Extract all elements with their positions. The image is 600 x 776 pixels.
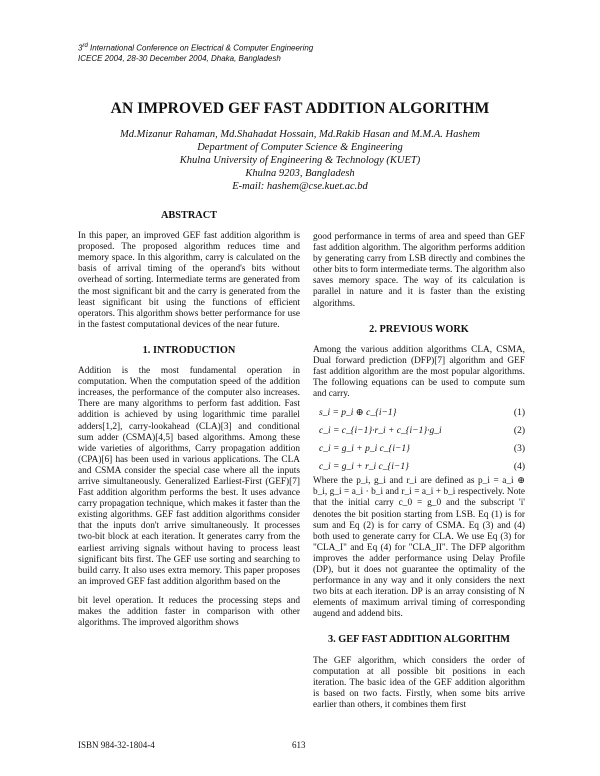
paper-title: AN IMPROVED GEF FAST ADDITION ALGORITHM bbox=[110, 100, 490, 117]
previous-work-heading: 2. PREVIOUS WORK bbox=[369, 323, 469, 335]
gef-heading: 3. GEF FAST ADDITION ALGORITHM bbox=[327, 634, 511, 646]
author-email: E-mail: hashem@cse.kuet.ac.bd bbox=[232, 181, 368, 192]
intro-paragraph-1: Addition is the most fundamental operation in computation. When the computation speed of the addition increases, the performance of the computer also increases. There are many algorithms to perform fast addition. Fast addition is achieved by using logarithmic time parallel adders[1,2], carry-lookahead (CLA)[3] and conditional sum adder (CSMA)[4,5] based algorithms. Among these wide varieties of algorithms, Carry propagation addition (CPA)[6] has been used in various applications. The CLA and CSMA consider the special case where all the inputs arrive simultaneously. Generalized Earliest-First (GEF)[7] Fast addition algorithm performs the best. It uses advance carry propagation technique, which makes it faster than the existing algorithms. GEF fast addition algorithms consider that the inputs don't arrive simultaneously. It processes two-bit block at each iteration. It generates carry from the earliest arriving signals without having to process least significant bits first. The GEF use sorting and searching to build carry. It also uses extra memory. This paper proposes an improved GEF fast addition algorithm based on the bbox=[78, 366, 300, 587]
conference-line-1: 3rd International Conference on Electrical & Computer Engineering bbox=[78, 43, 314, 53]
right-column bbox=[313, 232, 525, 711]
conference-header bbox=[78, 41, 313, 64]
equation-4: c_i = g_i + r_i c_{i−1} (4) bbox=[319, 461, 525, 472]
equation-list bbox=[313, 404, 525, 476]
equation-definitions-paragraph: Where the p_i, g_i and r_i are defined as p_i = a_i ⊕ b_i, g_i = a_i · b_i and r_i = a_i + b_i respectively. Note that the initial carry c_0 = g_0 and the subscript 'i' denotes the bit position starting from LSB. Eq (1) is for sum and Eq (2) is for carry of CSMA. Eq (3) and (4) both used to generate carry for CLA. We use Eq (3) for "CLA_I" and Eq (4) for "CLA_II". The DFP algorithm improves the adder performance using Delay Profile (DP), but it does not guarantee the optimality of the performance in any way and it only considers the next two bits at each iteration. DP is an array consisting of N elements of maximum arrival timing of corresponding augend and addend bits. bbox=[313, 476, 525, 620]
continuation-paragraph: good performance in terms of area and speed than GEF fast addition algorithm. The algorithm performs addition by generating carry from LSB directly and combines the other bits to form intermediate terms. The algorithm also saves memory space. The way of its calculation is parallel in nature and it is faster than the existing algorithms. bbox=[313, 232, 525, 309]
conference-line-2: ICECE 2004, 28-30 December 2004, Dhaka, Bangladesh bbox=[78, 53, 281, 63]
equation-1: s_i = p_i ⊕ c_{i−1} (1) bbox=[319, 407, 525, 418]
gef-paragraph: The GEF algorithm, which considers the order of computation at all possible bit positions in each iteration. The basic idea of the GEF addition algorithm is based on two facts. Firstly, when some bits arrive earlier than others, it combines them first bbox=[313, 655, 525, 710]
equation-3: c_i = g_i + p_i c_{i−1} (3) bbox=[319, 443, 525, 454]
author-names: Md.Mizanur Rahaman, Md.Shahadat Hossain, Md.Rakib Hasan and M.M.A. Hashem bbox=[120, 129, 480, 140]
page-number: 613 bbox=[292, 740, 306, 750]
abstract-heading: ABSTRACT bbox=[160, 210, 218, 221]
author-department: Department of Computer Science & Engineering bbox=[197, 142, 403, 153]
author-address: Khulna 9203, Bangladesh bbox=[245, 168, 355, 179]
intro-paragraph-2: bit level operation. It reduces the processing steps and makes the addition faster in comparison with other algorithms. The improved algorithm shows bbox=[78, 595, 300, 629]
left-column bbox=[78, 210, 300, 629]
author-university: Khulna University of Engineering & Technology (KUET) bbox=[179, 155, 421, 166]
author-block bbox=[0, 128, 600, 193]
abstract-text: In this paper, an improved GEF fast addition algorithm is proposed. The proposed algorithm reduces time and memory space. In this algorithm, carry is calculated on the basis of arrival timing of the operand's bits without overhead of sorting. Intermediate terms are generated from the most significant bit and the carry is generated from the least significant bit using the functions of efficient operators. This algorithm shows better performance for use in the fastest computational devices of the near future. bbox=[78, 231, 300, 330]
isbn: ISBN 984-32-1804-4 bbox=[78, 740, 155, 750]
equation-2: c_i = c_{i−1}·r_i + c_{i−1}·g_i (2) bbox=[319, 425, 525, 436]
intro-heading: 1. INTRODUCTION bbox=[142, 344, 236, 356]
previous-work-paragraph: Among the various addition algorithms CLA, CSMA, Dual forward prediction (DFP)[7] algorithm and GEF fast addition algorithm are the most popular algorithms. The following equations can be used to compute sum and carry. bbox=[313, 344, 525, 400]
